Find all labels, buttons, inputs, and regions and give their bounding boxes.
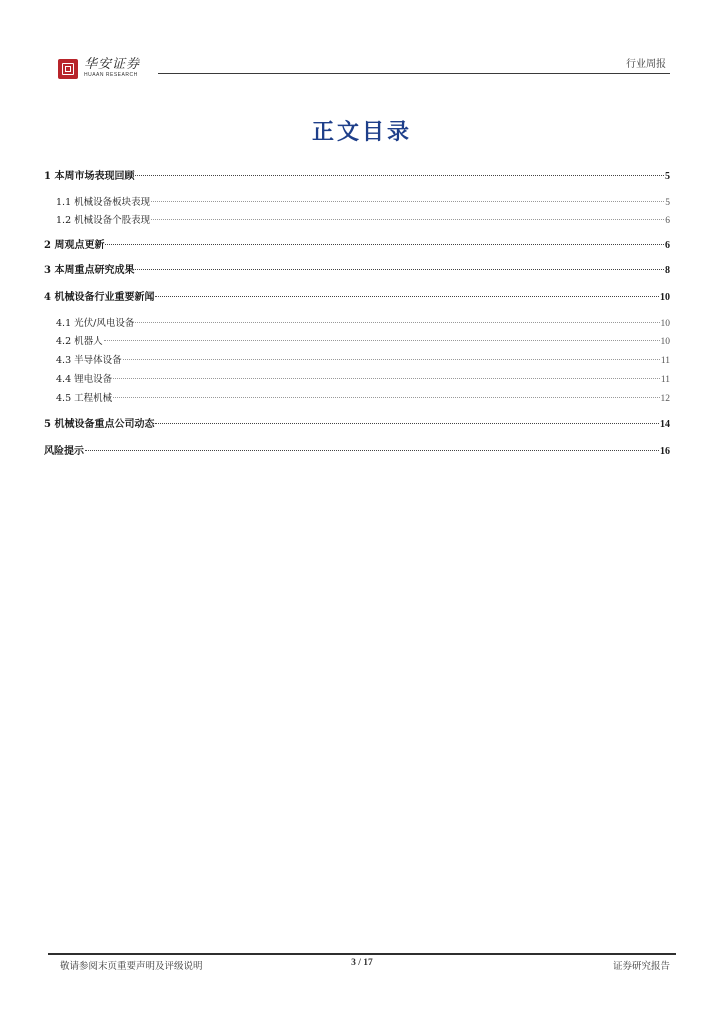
toc-entry[interactable]	[44, 446, 670, 458]
toc-entry[interactable]	[44, 240, 670, 252]
toc-leader-dots	[155, 423, 659, 424]
toc-leader-dots	[151, 201, 664, 202]
toc-entry-page: 14	[660, 419, 670, 430]
toc-entry-label: 2 周观点更新	[44, 240, 105, 251]
toc-entry-label: 4 机械设备行业重要新闻	[44, 292, 155, 303]
toc-entry[interactable]	[44, 171, 670, 183]
toc-entry-page: 5	[665, 171, 670, 182]
toc-entry-page: 5	[665, 198, 670, 208]
toc-entry[interactable]	[44, 419, 670, 431]
toc-entry-page: 10	[660, 337, 670, 347]
footer-divider	[48, 953, 676, 955]
toc-entry-label: 1.1 机械设备板块表现	[56, 197, 151, 208]
toc-entry-label: 1 本周市场表现回顾	[44, 171, 135, 182]
page-header	[0, 0, 724, 90]
toc-entry-label: 4.1 光伏/风电设备	[56, 318, 135, 329]
toc-entry[interactable]	[56, 215, 670, 227]
toc-entry[interactable]	[56, 393, 670, 405]
toc-entry-label: 4.4 锂电设备	[56, 374, 113, 385]
toc-entry-page: 12	[660, 394, 670, 404]
toc-entry-label: 4.2 机器人	[56, 336, 103, 347]
footer-report-label: 证券研究报告	[612, 961, 670, 972]
toc-entry-label: 4.3 半导体设备	[56, 355, 122, 366]
toc-leader-dots	[135, 322, 659, 323]
toc-leader-dots	[135, 269, 664, 270]
logo-text	[84, 58, 140, 79]
toc-entry-page: 8	[665, 265, 670, 276]
toc-leader-dots	[123, 359, 660, 360]
logo-english-name: HUAAN RESEARCH	[84, 72, 138, 78]
footer-disclaimer: 敬请参阅末页重要声明及评级说明	[60, 961, 203, 972]
page-number: 3 / 17	[351, 958, 373, 968]
report-type: 行业周报	[626, 59, 666, 70]
toc-entry[interactable]	[56, 318, 670, 330]
toc-entry-label: 4.5 工程机械	[56, 393, 113, 404]
toc-leader-dots	[113, 397, 659, 398]
toc-leader-dots	[113, 378, 660, 379]
toc-entry-page: 16	[660, 446, 670, 457]
toc-entry[interactable]	[56, 374, 670, 386]
toc-leader-dots	[104, 340, 660, 341]
logo-chinese-name: 华安证券	[84, 57, 141, 72]
page-title: 正文目录	[311, 119, 412, 145]
toc-leader-dots	[85, 450, 659, 451]
toc-entry-page: 10	[660, 319, 670, 329]
company-logo	[58, 58, 140, 79]
toc-entry[interactable]	[56, 197, 670, 209]
toc-entry-label: 风险提示	[44, 446, 84, 457]
toc-leader-dots	[155, 296, 659, 297]
header-divider	[158, 73, 670, 74]
toc-entry[interactable]	[56, 355, 670, 367]
toc-entry-page: 11	[660, 356, 670, 366]
toc-entry[interactable]	[44, 265, 670, 277]
toc-entry-page: 10	[660, 292, 670, 303]
toc-entry[interactable]	[56, 336, 670, 348]
toc-leader-dots	[135, 175, 664, 176]
toc-entry[interactable]	[44, 292, 670, 304]
toc-entry-page: 6	[665, 216, 670, 226]
toc-entry-label: 3 本周重点研究成果	[44, 265, 135, 276]
toc-entry-page: 6	[665, 240, 670, 251]
toc-entry-label: 1.2 机械设备个股表现	[56, 215, 151, 226]
toc-entry-label: 5 机械设备重点公司动态	[44, 419, 155, 430]
logo-seal-icon	[58, 59, 78, 79]
toc-leader-dots	[151, 219, 664, 220]
toc-entry-page: 11	[660, 375, 670, 385]
toc-leader-dots	[105, 244, 664, 245]
